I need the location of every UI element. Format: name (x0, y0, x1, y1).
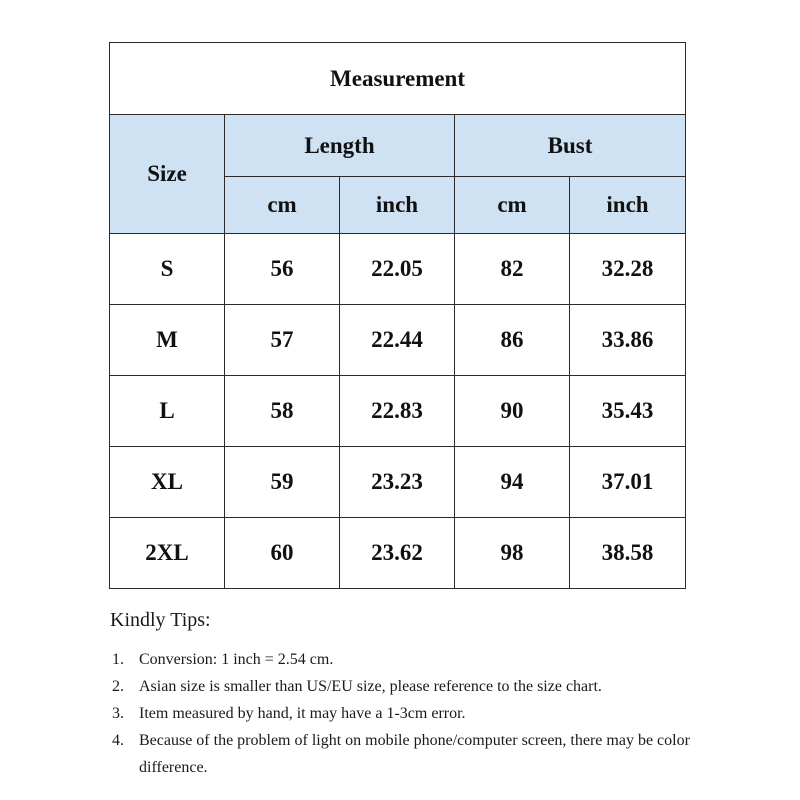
bust-inch-cell: 32.28 (570, 234, 686, 305)
bust-inch-cell: 35.43 (570, 376, 686, 447)
size-cell: 2XL (110, 518, 225, 589)
size-chart-table (109, 42, 686, 589)
bust-cm-header: cm (455, 177, 570, 234)
length-inch-cell: 22.83 (340, 376, 455, 447)
list-number: 2. (112, 678, 124, 695)
bust-group-header: Bust (455, 115, 686, 177)
length-cm-cell: 59 (225, 447, 340, 518)
size-cell: L (110, 376, 225, 447)
tip-text: Item measured by hand, it may have a 1-3cm error. (139, 705, 466, 722)
length-cm-cell: 60 (225, 518, 340, 589)
table-title: Measurement (110, 43, 686, 115)
length-cm-header: cm (225, 177, 340, 234)
tip-text: Conversion: 1 inch = 2.54 cm. (139, 651, 334, 668)
length-cm-cell: 57 (225, 305, 340, 376)
kindly-tips (110, 609, 750, 781)
length-inch-cell: 23.23 (340, 447, 455, 518)
tips-title: Kindly Tips: (110, 609, 211, 631)
length-group-header: Length (225, 115, 455, 177)
bust-cm-cell: 86 (455, 305, 570, 376)
table-row (110, 234, 686, 305)
size-cell: S (110, 234, 225, 305)
tip-text: Asian size is smaller than US/EU size, please reference to the size chart. (139, 678, 602, 695)
list-item (110, 700, 750, 727)
length-cm-cell: 56 (225, 234, 340, 305)
bust-cm-cell: 98 (455, 518, 570, 589)
length-inch-cell: 22.05 (340, 234, 455, 305)
length-cm-cell: 58 (225, 376, 340, 447)
list-number: 3. (112, 705, 124, 722)
bust-inch-cell: 37.01 (570, 447, 686, 518)
size-cell: XL (110, 447, 225, 518)
list-number: 4. (112, 732, 124, 749)
size-column-header: Size (110, 115, 225, 234)
bust-cm-cell: 94 (455, 447, 570, 518)
table-row (110, 376, 686, 447)
bust-inch-cell: 38.58 (570, 518, 686, 589)
list-item (110, 727, 750, 781)
length-inch-cell: 23.62 (340, 518, 455, 589)
table-row (110, 447, 686, 518)
list-item (110, 646, 750, 673)
tips-list (110, 646, 750, 781)
length-inch-cell: 22.44 (340, 305, 455, 376)
length-inch-header: inch (340, 177, 455, 234)
list-number: 1. (112, 651, 124, 668)
list-item (110, 673, 750, 700)
size-cell: M (110, 305, 225, 376)
bust-cm-cell: 90 (455, 376, 570, 447)
bust-cm-cell: 82 (455, 234, 570, 305)
bust-inch-header: inch (570, 177, 686, 234)
table-row (110, 518, 686, 589)
tip-text: Because of the problem of light on mobile phone/computer screen, there may be color difference. (139, 732, 690, 776)
table-row (110, 305, 686, 376)
bust-inch-cell: 33.86 (570, 305, 686, 376)
